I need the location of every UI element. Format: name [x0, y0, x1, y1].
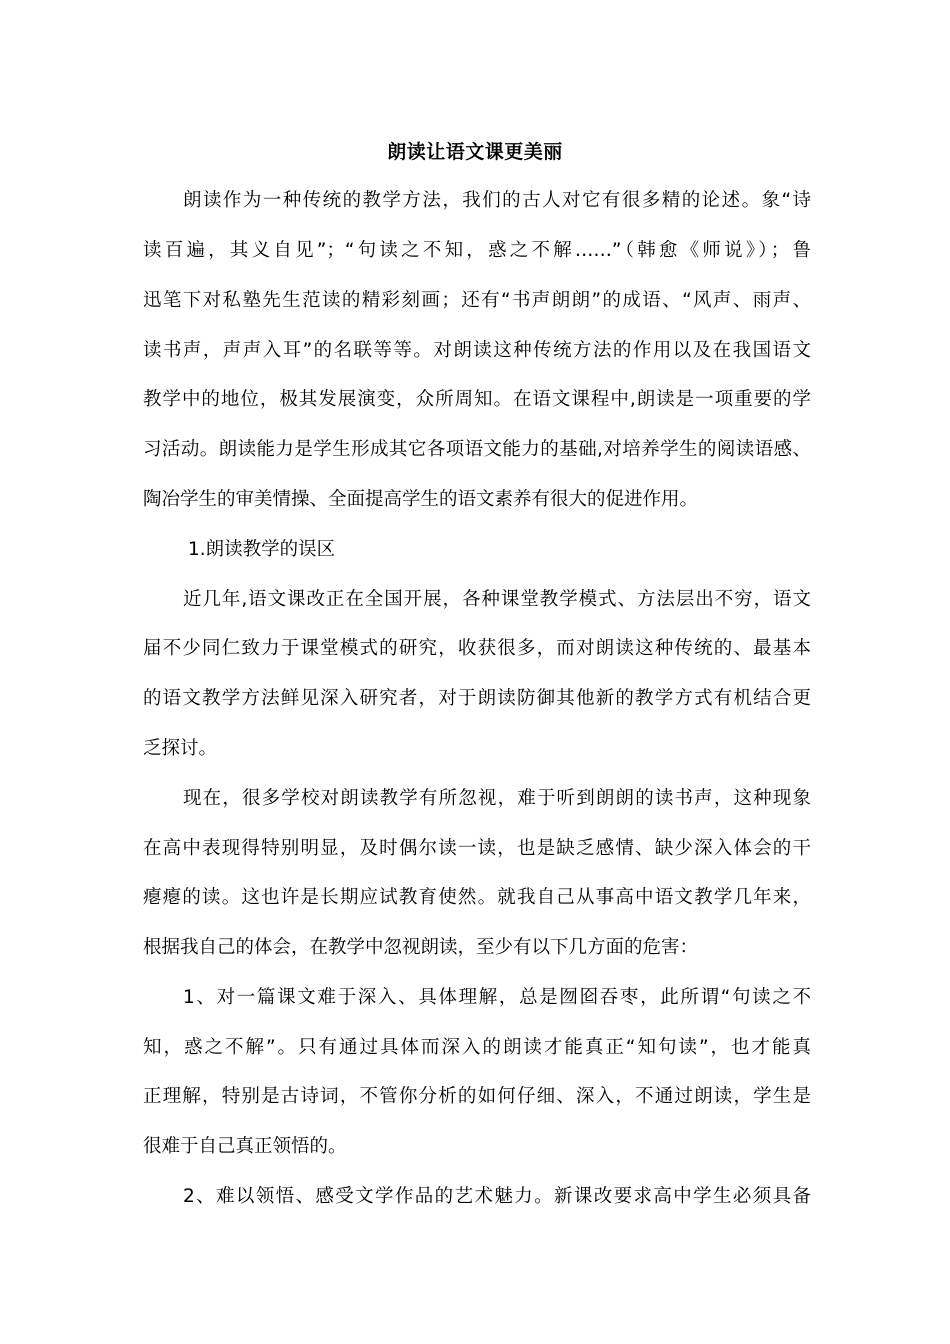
text-line: 届不少同仁致力于课堂模式的研究，收获很多，而对朗读这种传统的、最基本	[143, 638, 811, 659]
document-title: 朗读让语文课更美丽	[387, 141, 563, 163]
text-line: 现在，很多学校对朗读教学有所忽视，难于听到朗朗的读书声，这种现象	[183, 788, 811, 809]
text-line: 的语文教学方法鲜见深入研究者，对于朗读防御其他新的教学方式有机结合更	[143, 688, 811, 709]
text-line: 读百遍，其义自见”；“句读之不知，惑之不解……”（韩愈《师说》）；鲁	[143, 240, 811, 261]
text-line: 1、对一篇课文难于深入、具体理解，总是囫囵吞枣，此所谓“句读之不	[183, 987, 811, 1008]
text-line: 朗读作为一种传统的教学方法，我们的古人对它有很多精的论述。象“诗	[183, 190, 811, 211]
text-line: 近几年,语文课改正在全国开展，各种课堂教学模式、方法层出不穷，语文	[183, 589, 811, 610]
section-heading: 1.朗读教学的误区	[188, 539, 336, 560]
text-line: 在高中表现得特别明显，及时偶尔读一读，也是缺乏感情、缺少深入体会的干	[143, 838, 811, 859]
text-line: 迅笔下对私塾先生范读的精彩刻画；还有“书声朗朗”的成语、“风声、雨声、	[143, 290, 811, 311]
text-line: 乏探讨。	[143, 738, 218, 759]
text-line: 正理解，特别是古诗词，不管你分析的如何仔细、深入，不通过朗读，学生是	[143, 1086, 811, 1107]
text-line: 读书声，声声入耳”的名联等等。对朗读这种传统方法的作用以及在我国语文	[143, 340, 811, 361]
text-line: 很难于自己真正领悟的。	[143, 1136, 347, 1157]
text-line: 知，惑之不解”。只有通过具体而深入的朗读才能真正“知句读”，也才能真	[143, 1037, 811, 1058]
text-line: 教学中的地位，极其发展演变，众所周知。在语文课程中,朗读是一项重要的学	[143, 389, 811, 410]
text-line: 陶冶学生的审美情操、全面提高学生的语文素养有很大的促进作用。	[143, 489, 699, 510]
text-line: 瘪瘪的读。这也许是长期应试教育使然。就我自己从事高中语文教学几年来，	[143, 887, 811, 908]
text-line: 习活动。朗读能力是学生形成其它各项语文能力的基础,对培养学生的阅读语感、	[143, 439, 811, 460]
text-line: 根据我自己的体会，在教学中忽视朗读，至少有以下几方面的危害：	[143, 937, 699, 958]
text-line: 2、难以领悟、感受文学作品的艺术魅力。新课改要求高中学生必须具备	[183, 1186, 811, 1207]
